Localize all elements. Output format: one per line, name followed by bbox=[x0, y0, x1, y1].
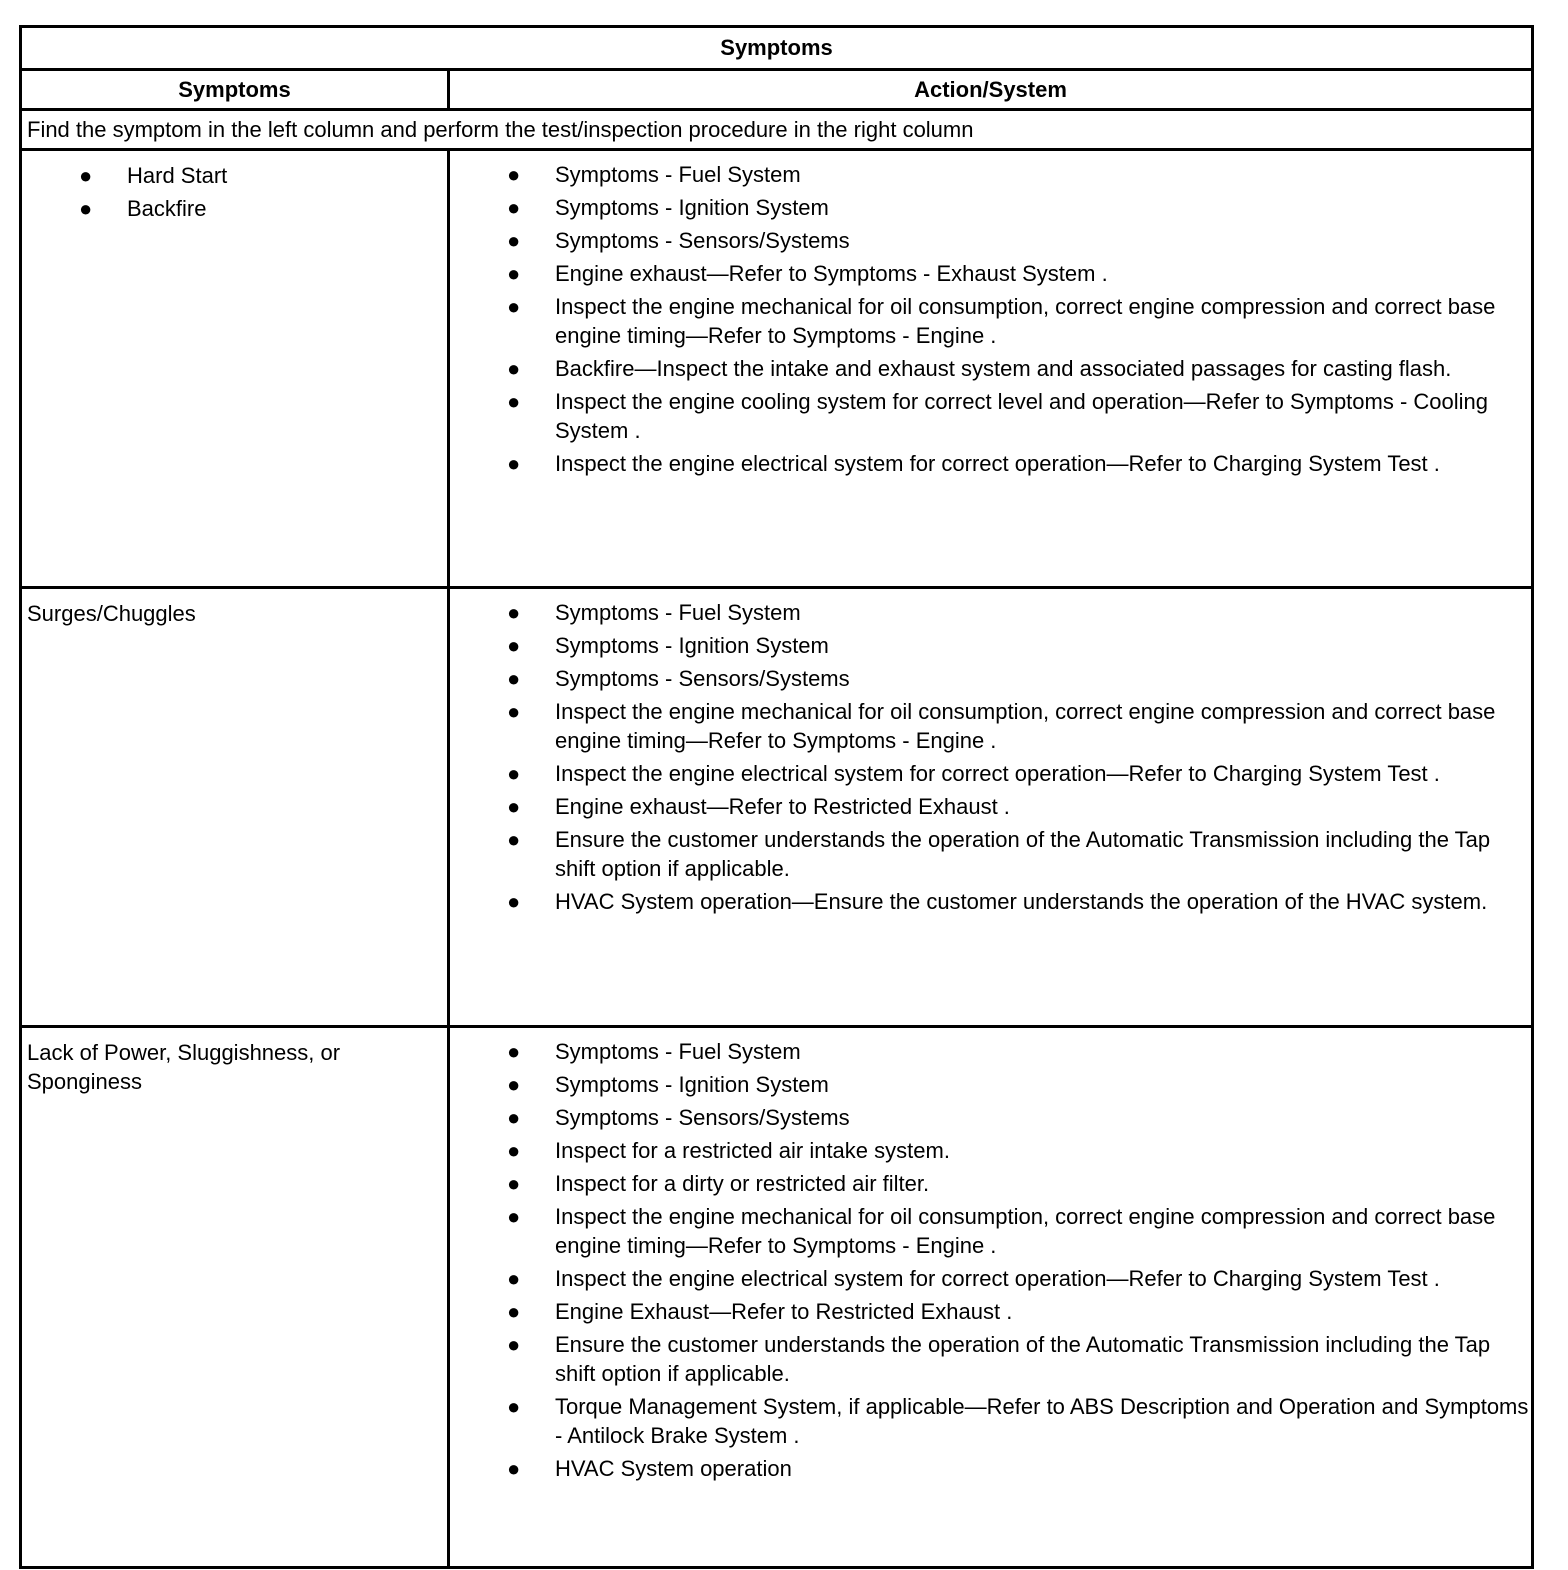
list-item: ● Inspect the engine cooling system for correct level and operation—Refer to Symptoms - Cooling System . bbox=[507, 389, 1489, 443]
list-item: ● Inspect for a dirty or restricted air filter. bbox=[507, 1171, 930, 1196]
list-item: ● Backfire bbox=[79, 196, 207, 221]
list-item: ● HVAC System operation bbox=[507, 1456, 792, 1481]
action-list bbox=[450, 598, 1531, 916]
bullet-icon: ● bbox=[507, 1332, 521, 1357]
list-item: ● Symptoms - Ignition System bbox=[507, 195, 829, 220]
bullet-icon: ● bbox=[507, 666, 521, 691]
bullet-icon: ● bbox=[507, 1138, 521, 1163]
column-header-symptoms: Symptoms bbox=[21, 70, 449, 110]
bullet-icon: ● bbox=[507, 699, 521, 724]
list-item: ● Symptoms - Sensors/Systems bbox=[507, 1105, 850, 1130]
bullet-icon: ● bbox=[507, 1394, 521, 1419]
bullet-icon: ● bbox=[507, 1204, 521, 1229]
bullet-icon: ● bbox=[507, 195, 521, 220]
table-row bbox=[21, 1027, 1533, 1568]
instruction-text: Find the symptom in the left column and perform the test/inspection procedure in the right column bbox=[21, 110, 1533, 150]
symptoms-table bbox=[19, 25, 1534, 1569]
bullet-icon: ● bbox=[507, 294, 521, 319]
action-list bbox=[450, 1037, 1531, 1483]
bullet-icon: ● bbox=[507, 1266, 521, 1291]
bullet-icon: ● bbox=[507, 1456, 521, 1481]
bullet-icon: ● bbox=[507, 356, 521, 381]
list-item: ● Symptoms - Fuel System bbox=[507, 162, 801, 187]
list-item: ● Ensure the customer understands the operation of the Automatic Transmission including the Tap shift option if applicable. bbox=[507, 827, 1491, 881]
bullet-icon: ● bbox=[79, 196, 93, 221]
column-header-action-system: Action/System bbox=[449, 70, 1533, 110]
symptom-list bbox=[22, 161, 447, 223]
list-item: ● Engine Exhaust—Refer to Restricted Exhaust . bbox=[507, 1299, 1013, 1324]
bullet-icon: ● bbox=[507, 261, 521, 286]
list-item: ● Inspect the engine electrical system for correct operation—Refer to Charging System Test . bbox=[507, 1266, 1440, 1291]
list-item: ● Inspect the engine mechanical for oil consumption, correct engine compression and correct base engine timing—Refer to Symptoms - Engine . bbox=[507, 699, 1496, 753]
bullet-icon: ● bbox=[507, 1039, 521, 1064]
header-row bbox=[21, 70, 1533, 110]
list-item: ● Ensure the customer understands the operation of the Automatic Transmission including the Tap shift option if applicable. bbox=[507, 1332, 1491, 1386]
list-item: ● Symptoms - Ignition System bbox=[507, 1072, 829, 1097]
list-item: ● Backfire—Inspect the intake and exhaust system and associated passages for casting flash. bbox=[507, 356, 1452, 381]
title-row bbox=[21, 27, 1533, 70]
bullet-icon: ● bbox=[507, 1105, 521, 1130]
bullet-icon: ● bbox=[507, 162, 521, 187]
action-cell bbox=[449, 588, 1533, 1027]
symptom-cell: Surges/Chuggles bbox=[21, 588, 449, 1027]
bullet-icon: ● bbox=[507, 794, 521, 819]
instruction-row bbox=[21, 110, 1533, 150]
bullet-icon: ● bbox=[507, 451, 521, 476]
bullet-icon: ● bbox=[507, 228, 521, 253]
list-item: ● Hard Start bbox=[79, 163, 228, 188]
list-item: ● Engine exhaust—Refer to Restricted Exhaust . bbox=[507, 794, 1010, 819]
list-item: ● Inspect the engine mechanical for oil consumption, correct engine compression and correct base engine timing—Refer to Symptoms - Engine . bbox=[507, 294, 1496, 348]
list-item: ● Symptoms - Sensors/Systems bbox=[507, 666, 850, 691]
bullet-icon: ● bbox=[79, 163, 93, 188]
list-item: ● Symptoms - Sensors/Systems bbox=[507, 228, 850, 253]
list-item: ● Inspect the engine electrical system for correct operation—Refer to Charging System Test . bbox=[507, 451, 1440, 476]
list-item: ● Torque Management System, if applicable—Refer to ABS Description and Operation and Symptoms - Antilock Brake System . bbox=[507, 1394, 1529, 1448]
list-item: ● Symptoms - Fuel System bbox=[507, 1039, 801, 1064]
symptom-cell bbox=[21, 150, 449, 588]
bullet-icon: ● bbox=[507, 1299, 521, 1324]
table-row bbox=[21, 588, 1533, 1027]
symptom-cell: Lack of Power, Sluggishness, or Sponginess bbox=[21, 1027, 449, 1568]
action-cell bbox=[449, 150, 1533, 588]
action-cell bbox=[449, 1027, 1533, 1568]
list-item: ● Symptoms - Fuel System bbox=[507, 600, 801, 625]
table-row bbox=[21, 150, 1533, 588]
bullet-icon: ● bbox=[507, 1171, 521, 1196]
bullet-icon: ● bbox=[507, 827, 521, 852]
bullet-icon: ● bbox=[507, 761, 521, 786]
action-list bbox=[450, 160, 1531, 478]
list-item: ● HVAC System operation—Ensure the customer understands the operation of the HVAC system. bbox=[507, 889, 1488, 914]
list-item: ● Inspect the engine electrical system for correct operation—Refer to Charging System Test . bbox=[507, 761, 1440, 786]
bullet-icon: ● bbox=[507, 889, 521, 914]
bullet-icon: ● bbox=[507, 633, 521, 658]
table-title: Symptoms bbox=[21, 27, 1533, 70]
list-item: ● Inspect the engine mechanical for oil consumption, correct engine compression and correct base engine timing—Refer to Symptoms - Engine . bbox=[507, 1204, 1496, 1258]
list-item: ● Symptoms - Ignition System bbox=[507, 633, 829, 658]
list-item: ● Engine exhaust—Refer to Symptoms - Exhaust System . bbox=[507, 261, 1108, 286]
list-item: ● Inspect for a restricted air intake system. bbox=[507, 1138, 950, 1163]
bullet-icon: ● bbox=[507, 1072, 521, 1097]
bullet-icon: ● bbox=[507, 389, 521, 414]
bullet-icon: ● bbox=[507, 600, 521, 625]
